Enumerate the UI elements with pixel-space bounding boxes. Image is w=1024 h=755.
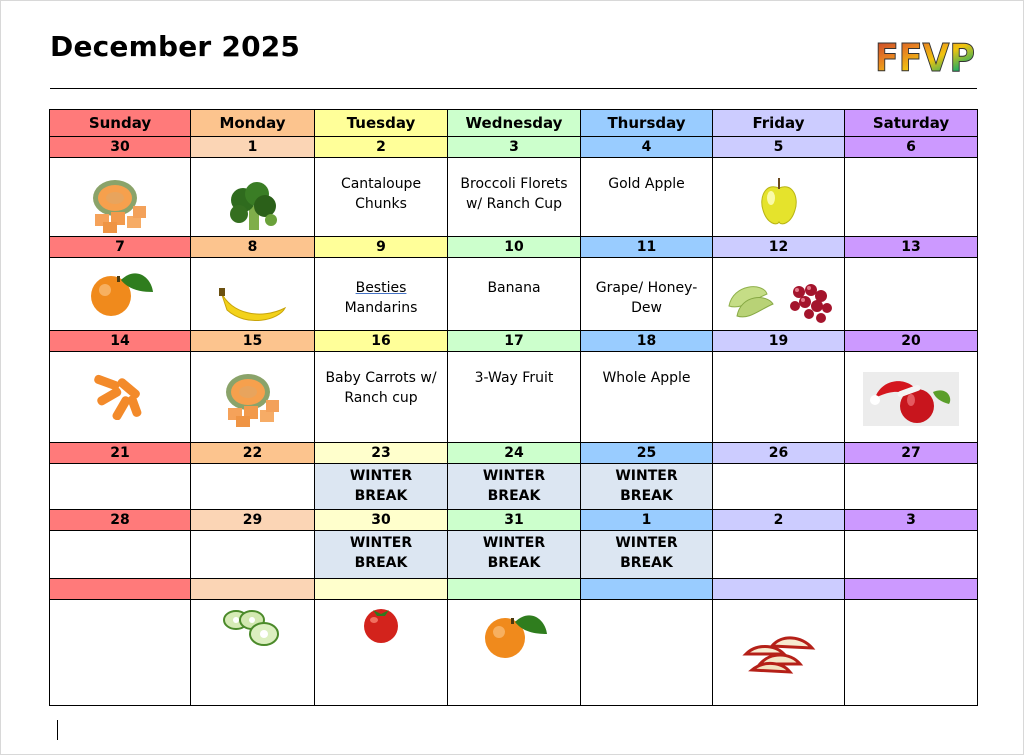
date-cell: 4 <box>581 137 713 158</box>
date-cell: 1 <box>581 510 713 531</box>
winter-break-label: WINTER BREAK <box>482 468 546 504</box>
menu-cell <box>315 352 448 443</box>
menu-cell <box>581 352 713 443</box>
menu-cell <box>448 352 581 443</box>
menu-cell <box>191 158 315 237</box>
date-cell: 27 <box>845 443 978 464</box>
mandarin-icon <box>50 258 190 318</box>
date-cell: 28 <box>50 510 191 531</box>
date-cell: 17 <box>448 331 581 352</box>
date-cell: 14 <box>50 331 191 352</box>
date-cell: 26 <box>713 443 845 464</box>
menu-cell <box>581 258 713 331</box>
winter-break-label: WINTER BREAK <box>349 468 413 504</box>
date-cell: 15 <box>191 331 315 352</box>
menu-cell <box>448 258 581 331</box>
winter-break-label: WINTER BREAK <box>482 535 546 571</box>
cucumber-icon <box>191 600 314 650</box>
menu-cell <box>50 352 191 443</box>
date-cell: 23 <box>315 443 448 464</box>
menu-cell <box>713 158 845 237</box>
menu-cell <box>713 464 845 510</box>
day-header-tuesday: Tuesday <box>315 110 448 137</box>
menu-cell <box>581 600 713 706</box>
menu-cell <box>191 258 315 331</box>
menu-cell <box>845 531 978 579</box>
text-cursor <box>57 720 58 740</box>
menu-cell <box>845 464 978 510</box>
date-cell: 12 <box>713 237 845 258</box>
menu-cell <box>50 600 191 706</box>
menu-cell <box>713 352 845 443</box>
date-cell <box>50 579 191 600</box>
date-cell: 3 <box>448 137 581 158</box>
ffvp-logo-icon <box>873 34 977 78</box>
menu-item-text: Grape/ Honey-Dew <box>595 280 698 316</box>
menu-cell <box>713 531 845 579</box>
menu-cell <box>581 158 713 237</box>
date-cell: 11 <box>581 237 713 258</box>
broccoli-icon <box>191 158 314 236</box>
menu-cell <box>448 158 581 237</box>
date-cell: 8 <box>191 237 315 258</box>
mandarin-icon <box>448 600 580 660</box>
menu-cell <box>315 158 448 237</box>
svg-text:FFVP: FFVP <box>875 36 975 78</box>
menu-item-text: Gold Apple <box>608 176 685 192</box>
menu-item-text: Banana <box>487 280 541 296</box>
cantaloupe-icon <box>50 158 190 236</box>
menu-cell <box>50 464 191 510</box>
menu-item-text: Cantaloupe Chunks <box>340 176 422 212</box>
banana-icon <box>191 258 314 326</box>
date-cell: 31 <box>448 510 581 531</box>
gold-apple-icon <box>713 158 844 228</box>
calendar-grid <box>49 109 978 706</box>
date-cell: 6 <box>845 137 978 158</box>
menu-cell <box>50 258 191 331</box>
date-cell <box>315 579 448 600</box>
date-cell: 9 <box>315 237 448 258</box>
winter-break-label: WINTER BREAK <box>615 535 678 571</box>
date-cell: 30 <box>315 510 448 531</box>
date-cell: 30 <box>50 137 191 158</box>
day-header-saturday: Saturday <box>845 110 978 137</box>
day-header-sunday: Sunday <box>50 110 191 137</box>
winter-break-label: WINTER BREAK <box>615 468 678 504</box>
menu-cell <box>845 352 978 443</box>
day-header-monday: Monday <box>191 110 315 137</box>
day-header-thursday: Thursday <box>581 110 713 137</box>
page-title: December 2025 <box>50 30 301 63</box>
menu-item-text: Mandarins <box>344 300 418 316</box>
date-cell: 2 <box>315 137 448 158</box>
apple-slices-icon <box>713 600 844 674</box>
menu-cell <box>581 464 713 510</box>
winter-break-label: WINTER BREAK <box>349 535 413 571</box>
menu-cell <box>713 258 845 331</box>
date-cell: 1 <box>191 137 315 158</box>
cantaloupe-icon <box>191 352 314 430</box>
date-cell: 22 <box>191 443 315 464</box>
date-cell: 2 <box>713 510 845 531</box>
menu-cell <box>845 258 978 331</box>
honeydew-grape-icon <box>713 258 844 324</box>
day-header-wednesday: Wednesday <box>448 110 581 137</box>
date-cell: 13 <box>845 237 978 258</box>
menu-item-text: Broccoli Florets w/ Ranch Cup <box>460 176 568 212</box>
date-cell: 18 <box>581 331 713 352</box>
menu-item-text: Whole Apple <box>602 370 691 386</box>
menu-cell <box>845 600 978 706</box>
menu-cell <box>50 158 191 237</box>
menu-cell <box>191 464 315 510</box>
date-cell: 21 <box>50 443 191 464</box>
menu-cell <box>581 531 713 579</box>
menu-cell <box>845 158 978 237</box>
tomato-icon <box>315 600 447 644</box>
menu-cell <box>191 352 315 443</box>
baby-carrot-icon <box>50 352 190 420</box>
menu-cell <box>448 600 581 706</box>
date-cell: 5 <box>713 137 845 158</box>
date-cell <box>191 579 315 600</box>
date-cell: 20 <box>845 331 978 352</box>
menu-cell <box>448 464 581 510</box>
menu-item-brand: Besties <box>355 280 407 296</box>
menu-cell <box>315 464 448 510</box>
menu-item-text: 3-Way Fruit <box>474 370 554 386</box>
menu-item-text: Baby Carrots w/ Ranch cup <box>325 370 437 406</box>
date-cell: 24 <box>448 443 581 464</box>
menu-cell <box>315 258 448 331</box>
menu-cell <box>191 531 315 579</box>
menu-cell <box>50 531 191 579</box>
date-cell: 19 <box>713 331 845 352</box>
date-cell <box>448 579 581 600</box>
date-cell: 10 <box>448 237 581 258</box>
menu-cell <box>315 600 448 706</box>
date-cell: 7 <box>50 237 191 258</box>
santa-apple-icon <box>845 352 977 426</box>
day-header-friday: Friday <box>713 110 845 137</box>
date-cell <box>845 579 978 600</box>
menu-cell <box>315 531 448 579</box>
date-cell: 16 <box>315 331 448 352</box>
title-rule <box>50 88 977 89</box>
menu-cell <box>713 600 845 706</box>
date-cell <box>713 579 845 600</box>
date-cell <box>581 579 713 600</box>
menu-cell <box>448 531 581 579</box>
date-cell: 25 <box>581 443 713 464</box>
date-cell: 29 <box>191 510 315 531</box>
menu-cell <box>191 600 315 706</box>
date-cell: 3 <box>845 510 978 531</box>
